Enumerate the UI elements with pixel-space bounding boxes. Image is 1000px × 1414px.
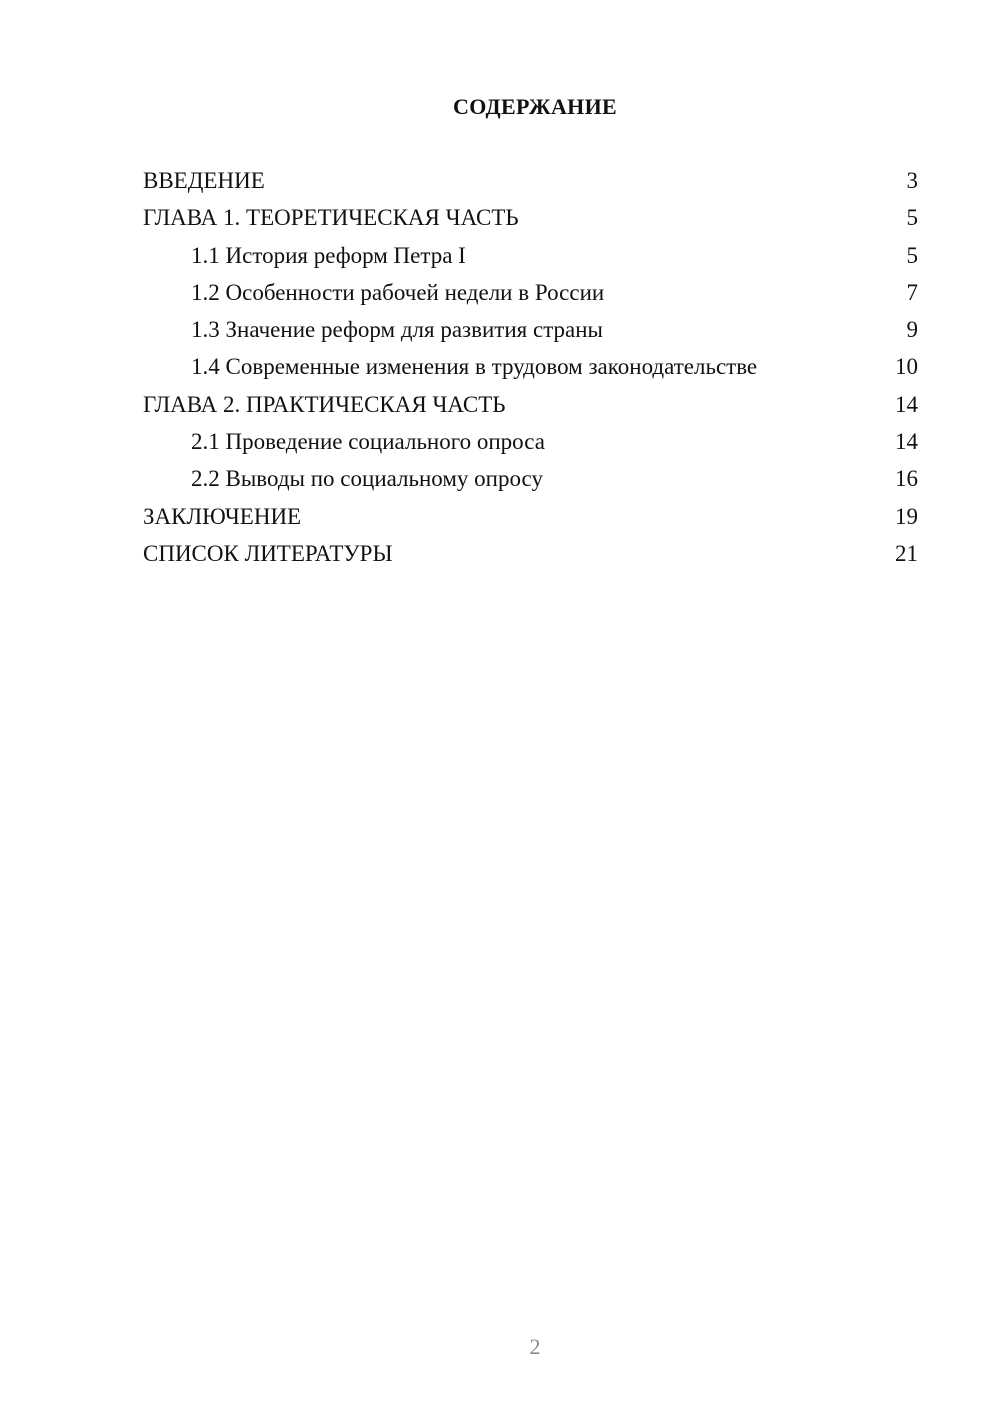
toc-entry-label: 1.3 Значение реформ для развития страны xyxy=(191,317,603,343)
toc-entry-page: 16 xyxy=(895,466,918,492)
toc-entry-chapter-2[interactable] xyxy=(143,392,918,429)
toc-entry-label: СПИСОК ЛИТЕРАТУРЫ xyxy=(143,540,393,566)
toc-entry-page: 5 xyxy=(906,205,918,231)
table-of-contents xyxy=(143,168,918,578)
toc-entry-label: 1.4 Современные изменения в трудовом законодательстве xyxy=(191,354,758,380)
toc-entry-conclusion[interactable] xyxy=(143,504,918,541)
toc-entry-page: 5 xyxy=(906,242,918,268)
toc-entry-section-1-1[interactable] xyxy=(143,243,918,280)
toc-entry-section-1-3[interactable] xyxy=(143,317,918,354)
toc-entry-page: 10 xyxy=(895,354,918,380)
toc-entry-label: ГЛАВА 1. ТЕОРЕТИЧЕСКАЯ ЧАСТЬ xyxy=(143,205,519,231)
toc-entry-label: 2.1 Проведение социального опроса xyxy=(191,429,545,455)
page-title: СОДЕРЖАНИЕ xyxy=(453,94,617,119)
toc-entry-label: 1.1 История реформ Петра I xyxy=(191,242,466,268)
toc-entry-page: 7 xyxy=(906,279,918,305)
toc-entry-page: 21 xyxy=(895,540,918,566)
toc-entry-label: ГЛАВА 2. ПРАКТИЧЕСКАЯ ЧАСТЬ xyxy=(143,391,506,417)
toc-entry-page: 3 xyxy=(906,168,918,193)
toc-entry-page: 19 xyxy=(895,503,918,529)
toc-entry-section-2-1[interactable] xyxy=(143,429,918,466)
toc-entry-chapter-1[interactable] xyxy=(143,205,918,242)
toc-entry-label: 1.2 Особенности рабочей недели в России xyxy=(191,279,605,305)
toc-entry-page: 9 xyxy=(906,317,918,343)
toc-entry-label: ЗАКЛЮЧЕНИЕ xyxy=(143,503,302,529)
toc-entry-section-1-2[interactable] xyxy=(143,280,918,317)
toc-entry-section-2-2[interactable] xyxy=(143,466,918,503)
toc-entry-label: ВВЕДЕНИЕ xyxy=(143,168,265,193)
toc-entry-references[interactable] xyxy=(143,541,918,578)
toc-entry-page: 14 xyxy=(895,429,918,455)
page-number: 2 xyxy=(529,1334,541,1359)
toc-entry-section-1-4[interactable] xyxy=(143,354,918,391)
toc-entry-introduction[interactable] xyxy=(143,168,918,205)
toc-entry-label: 2.2 Выводы по социальному опросу xyxy=(191,466,543,492)
toc-entry-page: 14 xyxy=(895,391,918,417)
